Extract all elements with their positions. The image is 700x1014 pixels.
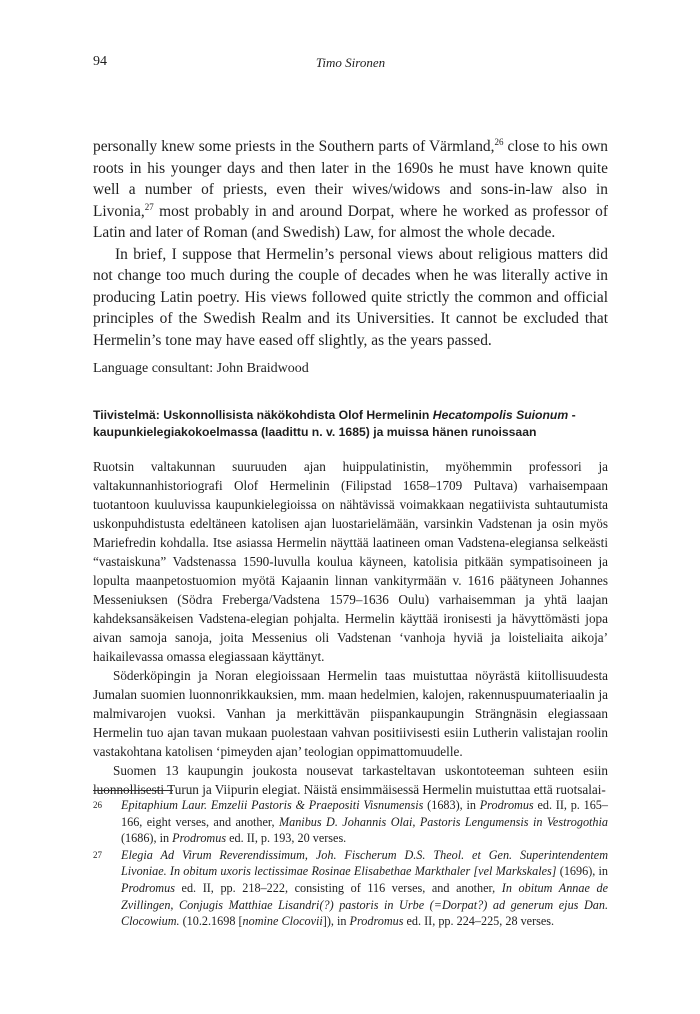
footnote-ref-26: 26 (494, 136, 504, 147)
text-segment: most probably in and around Dorpat, where he worked as professor of Latin and later of Roman (and Swedish) Law, for almost the whole decade. (93, 202, 608, 241)
fn-text: (1683), in (423, 798, 480, 812)
fn-italic: Prodromus (349, 914, 404, 929)
body-text (93, 136, 608, 351)
fn-text: ed. II, pp. 218–222, consisting of 116 verses, and another, (174, 880, 502, 895)
page-header (93, 54, 608, 74)
fn-italic: Prodromus (121, 880, 175, 895)
title-text: -kaupunkielegiakokoelmassa (laadittu n. v. 1685) ja muissa hänen runoissaan (93, 408, 576, 439)
fn-italic: Manibus D. Johannis Olai, Pastoris Lengumensis in Vestrogothia (278, 814, 608, 829)
running-head: Timo Sironen (315, 55, 386, 70)
abstract-paragraph-1: Ruotsin valtakunnan suuruuden ajan huippulatinistin, myöhemmin professori ja valtakunnanhistoriografi Olof Hermelinin (Filipstad 1658–1709 Pultava) varhaisempaan tuotantoon kuuluvissa kaupunkielegioissa on nähtävissä voimakkaan negatiivista suhtautumista uskonpuhdistusta edeltäneen katolisen ajan luostarielämään, varsinkin Vadstenan ja osin myös Mariefredin kohdalla. Itse asiassa Hermelin näyttää laatineen oman Vadstena-elegiansa selkeästi “vastaiskuna” Vadstenassa 1590-luvulla koulua käyneen, katolisia pitkään sympatisoineen ja lopulta maanpetostuomion myötä Kajaanin linnan vankityrmään v. 1616 päätyneen Johannes Messeniuksen (Södra Freberga/Vadstena 1579–1636 Oulu) varhaisemman ja yhtä laajan kahdeksansäkeisen Vadstena-elegian pohjalta. Hermelin käyttää ironisesti ja hävyttömästi jopa aivan samoja sanoja, joita Messenius oli Vadstenan ‘vanhoja hyviä ja loisteliaita aikoja’ haikailevassa omassa elegiassaan käyttänyt. (93, 459, 608, 664)
abstract-paragraph-2: Söderköpingin ja Noran elegioissaan Hermelin taas muistuttaa nöyrästä kiitollisuudesta Jumalan suomien luonnonrikkauksien, mm. maan hedelmien, kalojen, rakennuspuumateriaalin ja malmivarojen vuoksi. Vanhan ja merkittävän piispankaupungin Strängnäsin elegiassaan Hermelin tuo ajan tavan mukaan puolestaan vahvan positiivisesti esiin Lutherin valistajan roolin vastakohtana katolisen ‘pimeyden ajan’ teologian oppimattomuudelle. (93, 668, 608, 759)
fn-text: (10.2.1698 [ (179, 914, 243, 929)
body-paragraph-1 (93, 136, 608, 244)
fn-italic: Epitaphium Laur. Emzelii Pastoris & Praepositi Visnumensis (121, 798, 424, 812)
title-text: Tiivistelmä: Uskonnollisista näkökohdista Olof Hermelinin (93, 408, 433, 422)
fn-text: (1686), in (121, 831, 173, 846)
fn-italic: nomine Clocovii (242, 914, 323, 929)
text-segment: personally knew some priests in the Southern parts of Värmland, (93, 138, 495, 155)
abstract-title (93, 407, 608, 441)
footnote-number: 27 (93, 849, 102, 860)
language-consultant: Language consultant: John Braidwood (93, 361, 309, 376)
footnote-26 (93, 797, 608, 847)
fn-text: ed. II, p. 165–166, eight verses, and another, (121, 798, 608, 829)
title-italic: Hecatompolis Suionum (432, 408, 569, 422)
body-paragraph-2: In brief, I suppose that Hermelin’s personal views about religious matters did not change too much during the couple of decades when he was literally active in producing Latin poetry. His views followed quite strictly the common and official principles of the Swedish Realm and its Universities. It cannot be excluded that Hermelin’s tone may have eased off slightly, as the years passed. (93, 245, 608, 349)
fn-italic: In obitum Annae de Zvillingen, Conjugis Matthiae Lisandri(?) pastoris in Urbe (=Dorpat?) ad generum ejus Dan. Clocowium. (121, 880, 608, 929)
fn-italic: Prodromus (172, 831, 227, 846)
fn-text: (1696), in (556, 864, 608, 879)
fn-text: ]), in (322, 914, 350, 929)
abstract-paragraph-3: Suomen 13 kaupungin joukosta nousevat tarkasteltavan uskontoteeman suhteen esiin luonnollisesti Turun ja Viipurin elegiat. Näistä ensimmäisessä Hermelin muistuttaa että ruotsalai- (93, 763, 608, 797)
footnote-ref-27: 27 (144, 201, 154, 212)
footnotes (93, 797, 608, 930)
footnote-separator (93, 790, 173, 791)
footnote-number: 26 (93, 800, 102, 810)
page-number: 94 (93, 54, 107, 69)
abstract (93, 457, 608, 799)
fn-italic: Prodromus (479, 798, 534, 812)
fn-text: ed. II, pp. 224–225, 28 verses. (403, 914, 555, 929)
fn-text: ed. II, p. 193, 20 verses. (226, 831, 347, 846)
fn-italic: Elegia Ad Virum Reverendissimum, Joh. Fischerum D.S. Theol. et Gen. Superintendentem Livoniae. In obitum uxoris lectissimae Rosinae Elisabethae Markthaler [vel Markskales] (121, 847, 608, 879)
footnote-27 (93, 847, 608, 930)
text-segment: close to his own roots in his younger days and then later in the 1690s he must have known quite well a number of priests, even their wives/widows and sons-in-law also in Livonia, (93, 138, 608, 220)
